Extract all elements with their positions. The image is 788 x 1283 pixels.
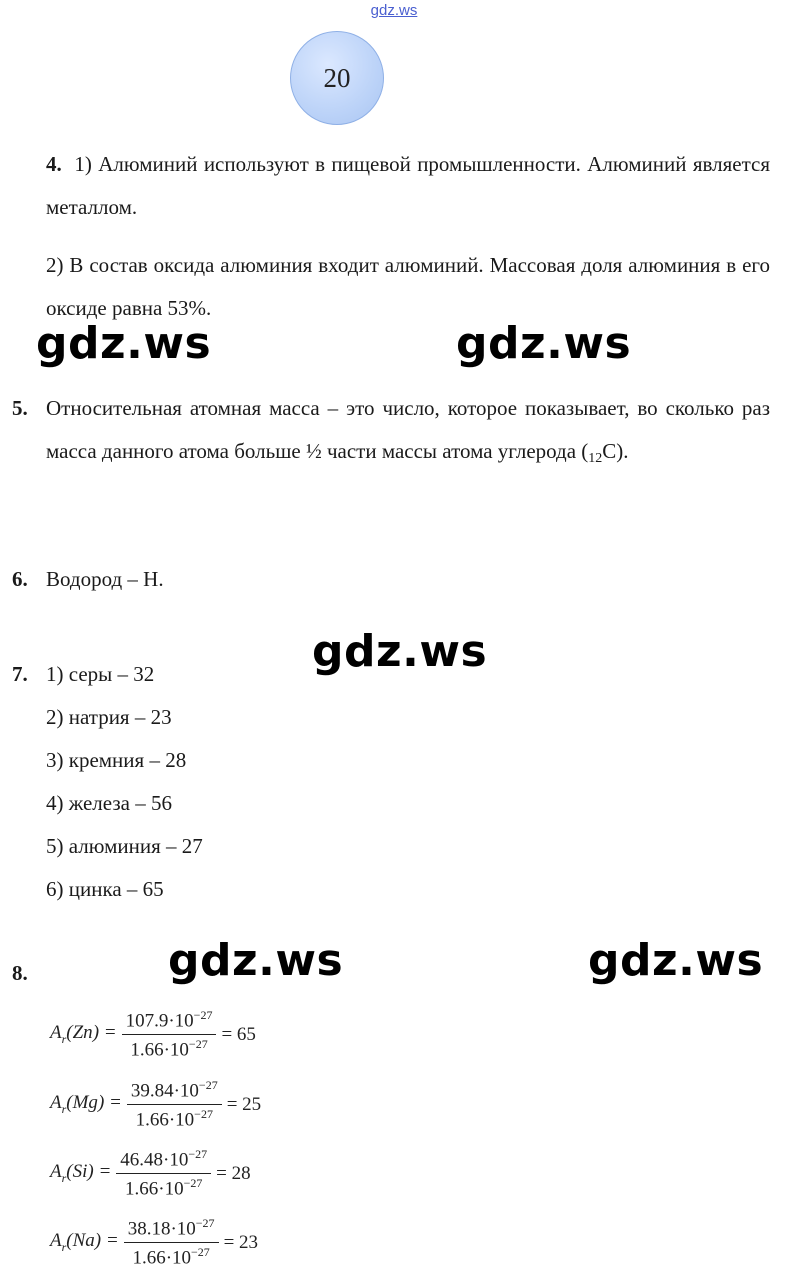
formula-exponent: −27 [195,1216,215,1230]
formula-lhs-symbol: A [50,1230,62,1252]
formula-lhs-sub: r [61,1102,67,1117]
formula-result: = 65 [221,1023,256,1045]
formula-denominator: 1.66·10 [130,1039,189,1061]
task-4-number: 4. [46,152,62,176]
watermark: gdz.ws [36,318,212,369]
formula-element: Na [72,1230,95,1252]
formula-denominator: 1.66·10 [132,1247,192,1269]
task-5-text: Относительная атомная масса – это число, которое показывает, во сколько раз масса данного атома больше ½ части массы атома углерода ( [46,396,770,463]
formula-si: $A_r(Si)$ = $\frac{46.48\cdot 10^{-27}}{1.66\cdot 10^{-27}}$ = 28 [50,1147,251,1200]
formula-mg: $A_r(Mg)$ = $\frac{39.84\cdot 10^{-27}}{1.66\cdot 10^{-27}}$ = 25 [50,1078,262,1131]
formula-exponent: −27 [183,1176,203,1191]
formula-lhs-symbol: A [50,1161,62,1183]
formula-lhs-sub: r [61,1171,67,1186]
formula-element: Mg [72,1092,98,1114]
formula-exponent: −27 [193,1008,213,1022]
task-5-subscript: 12 [588,451,603,466]
task-8-number: 8. [12,961,28,985]
formula-na: $A_r(Na)$ = $\frac{38.18\cdot 10^{-27}}{1.66\cdot 10^{-27}}$ = 23 [50,1216,259,1269]
formula-lhs-sub: r [61,1032,67,1047]
task-7-number: 7. [12,662,28,686]
formula-lhs-symbol: A [50,1022,62,1044]
list-item: 2) натрия – 23 [46,705,172,729]
task-4-text-2: 2) В состав оксида алюминия входит алюминий. Массовая доля алюминия в его оксиде равна 53%. [46,253,770,320]
watermark: gdz.ws [456,318,632,369]
task-7-list [46,653,203,911]
formula-lhs-symbol: A [50,1092,62,1114]
formula-denominator: 1.66·10 [135,1109,195,1131]
formula-exponent: −27 [194,1107,213,1122]
formula-numerator: 39.84·10 [130,1080,199,1102]
task-5-text-end: C). [602,439,629,463]
formula-numerator: 38.18·10 [127,1218,196,1240]
formula-zn: $A_r(Zn)$ = $\frac{107.9\cdot 10^{-27}}{1.66\cdot 10^{-27}}$ = 65 [50,1008,256,1061]
list-item: 5) алюминия – 27 [46,834,203,858]
formula-element: Si [72,1161,88,1183]
watermark: gdz.ws [312,626,488,677]
formula-denominator: 1.66·10 [125,1178,184,1200]
watermark: gdz.ws [588,935,764,986]
list-item: 6) цинка – 65 [46,877,164,901]
formula-exponent: −27 [188,1147,208,1161]
page-number: 20 [323,62,351,93]
page-number-badge [290,31,384,125]
list-item: 1) серы – 32 [46,662,155,686]
formula-result: = 25 [226,1093,262,1115]
task-4-paragraph-1 [46,143,770,229]
formula-lhs-sub: r [61,1240,67,1255]
formula-result: = 28 [216,1162,251,1184]
formula-result: = 23 [223,1231,259,1253]
formula-exponent: −27 [191,1245,210,1260]
list-item: 4) железа – 56 [46,791,172,815]
list-item: 3) кремния – 28 [46,748,187,772]
task-4-text-1: 1) Алюминий используют в пищевой промышленности. Алюминий является металлом. [46,152,770,219]
formula-numerator: 107.9·10 [125,1010,194,1032]
formula-exponent: −27 [198,1078,218,1092]
watermark: gdz.ws [168,935,344,986]
task-6-number: 6. [12,567,28,591]
formula-exponent: −27 [188,1037,208,1052]
formula-element: Zn [72,1022,93,1044]
top-watermark[interactable]: gdz.ws [370,2,418,19]
formula-numerator: 46.48·10 [120,1149,189,1171]
task-5-paragraph [46,387,770,480]
task-5-number: 5. [12,396,28,420]
task-6-text: Водород – H. [46,567,164,591]
